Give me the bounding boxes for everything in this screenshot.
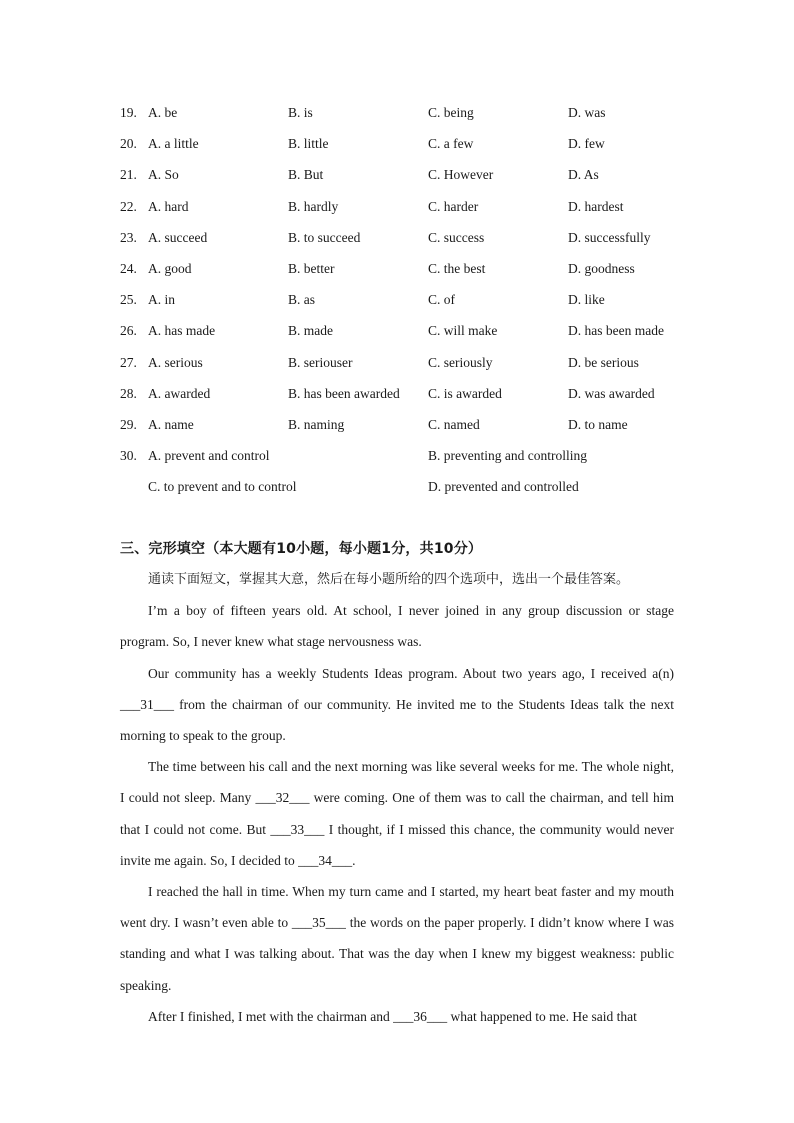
option-a: A. awarded	[148, 385, 211, 401]
option-a: A. So	[148, 167, 179, 183]
option-d: D. like	[568, 292, 605, 308]
option-b: B. better	[288, 260, 335, 276]
option-b: B. made	[288, 323, 333, 339]
question-row	[120, 159, 680, 190]
option-a: A. in	[148, 292, 175, 308]
option-c: C. a few	[428, 136, 474, 152]
option-a: A. good	[148, 260, 192, 276]
question-row	[120, 378, 680, 409]
option-b: B. But	[288, 167, 324, 183]
option-c: C. of	[428, 292, 455, 308]
passage-paragraph: I reached the hall in time. When my turn came and I started, my heart beat faster and my mouth went dry. I wasn’t even able to ___35___ the words on the paper properly. I didn’t know where I was standing and what I was talking about. That was the day when I knew my biggest weakness: public speaking.	[120, 884, 674, 993]
option-d: D. few	[568, 136, 605, 152]
option-b: B. preventing and controlling	[428, 448, 587, 464]
cloze-passage	[120, 564, 674, 1032]
passage-paragraph: Our community has a weekly Students Ideas program. About two years ago, I received a(n) ___31___ from the chairman of our community. He invited me to the Students Ideas talk the next morning to speak to the group.	[120, 665, 674, 744]
option-a: A. has made	[148, 323, 216, 339]
question-row	[120, 284, 680, 315]
option-b: B. naming	[288, 416, 345, 432]
question-number: 19.	[120, 105, 137, 120]
option-d: D. was	[568, 105, 606, 120]
option-a: A. hard	[148, 198, 189, 214]
question-number: 23.	[120, 229, 137, 245]
option-d: D. has been made	[568, 323, 664, 339]
option-c: C. being	[428, 105, 474, 120]
option-c: C. success	[428, 229, 485, 245]
option-b: B. as	[288, 292, 315, 308]
multiple-choice-options	[120, 97, 680, 502]
question-row-30-bottom	[120, 471, 680, 502]
option-c: C. is awarded	[428, 385, 502, 401]
option-d: D. prevented and controlled	[428, 479, 579, 495]
option-d: D. be serious	[568, 354, 639, 370]
option-c: C. However	[428, 167, 494, 183]
question-row	[120, 253, 680, 284]
option-b: B. seriouser	[288, 354, 353, 370]
question-number: 24.	[120, 260, 137, 276]
passage-paragraph: I’m a boy of fifteen years old. At school, I never joined in any group discussion or stage program. So, I never knew what stage nervousness was.	[120, 603, 674, 650]
option-d: D. goodness	[568, 260, 635, 276]
option-c: C. harder	[428, 198, 479, 214]
question-number: 30.	[120, 448, 137, 464]
option-a: A. a little	[148, 136, 199, 152]
question-row	[120, 409, 680, 440]
option-d: D. successfully	[568, 229, 651, 245]
question-number: 29.	[120, 416, 137, 432]
option-c: C. the best	[428, 260, 486, 276]
question-number: 27.	[120, 354, 137, 370]
passage-paragraph: The time between his call and the next morning was like several weeks for me. The whole night, I could not sleep. Many ___32___ were coming. One of them was to call the chairman, and tell him that I could not come. But ___33___ I thought, if I missed this chance, the community would never invite me again. So, I decided to ___34___.	[120, 759, 674, 868]
option-c: C. named	[428, 416, 480, 432]
option-a: A. succeed	[148, 229, 208, 245]
option-a: A. be	[148, 105, 178, 120]
question-row	[120, 315, 680, 346]
question-number: 22.	[120, 198, 137, 214]
instruction-text: 通读下面短文，掌握其大意，然后在每小题所给的四个选项中，选出一个最佳答案。	[148, 572, 630, 587]
question-row	[120, 97, 680, 128]
option-b: B. has been awarded	[288, 385, 400, 401]
question-number: 25.	[120, 292, 137, 308]
question-number: 21.	[120, 167, 137, 183]
option-c: C. seriously	[428, 354, 493, 370]
option-a: A. serious	[148, 354, 203, 370]
option-c: C. to prevent and to control	[148, 479, 297, 495]
option-d: D. to name	[568, 416, 628, 432]
option-a: A. prevent and control	[148, 448, 270, 464]
option-b: B. little	[288, 136, 329, 152]
option-d: D. As	[568, 167, 599, 183]
option-d: D. was awarded	[568, 385, 655, 401]
question-number: 28.	[120, 385, 137, 401]
question-row	[120, 128, 680, 159]
option-d: D. hardest	[568, 198, 624, 214]
question-row-30-top	[120, 440, 680, 471]
question-number: 26.	[120, 323, 137, 339]
question-row	[120, 222, 680, 253]
option-c: C. will make	[428, 323, 498, 339]
section-heading: 三、完形填空（本大题有10小题，每小题1分，共10分）	[120, 541, 483, 557]
question-row	[120, 191, 680, 222]
passage-paragraph: After I finished, I met with the chairman and ___36___ what happened to me. He said that	[148, 1008, 637, 1024]
option-a: A. name	[148, 416, 194, 432]
question-row	[120, 347, 680, 378]
question-number: 20.	[120, 136, 137, 152]
option-b: B. is	[288, 105, 313, 120]
option-b: B. to succeed	[288, 229, 361, 245]
option-b: B. hardly	[288, 198, 339, 214]
